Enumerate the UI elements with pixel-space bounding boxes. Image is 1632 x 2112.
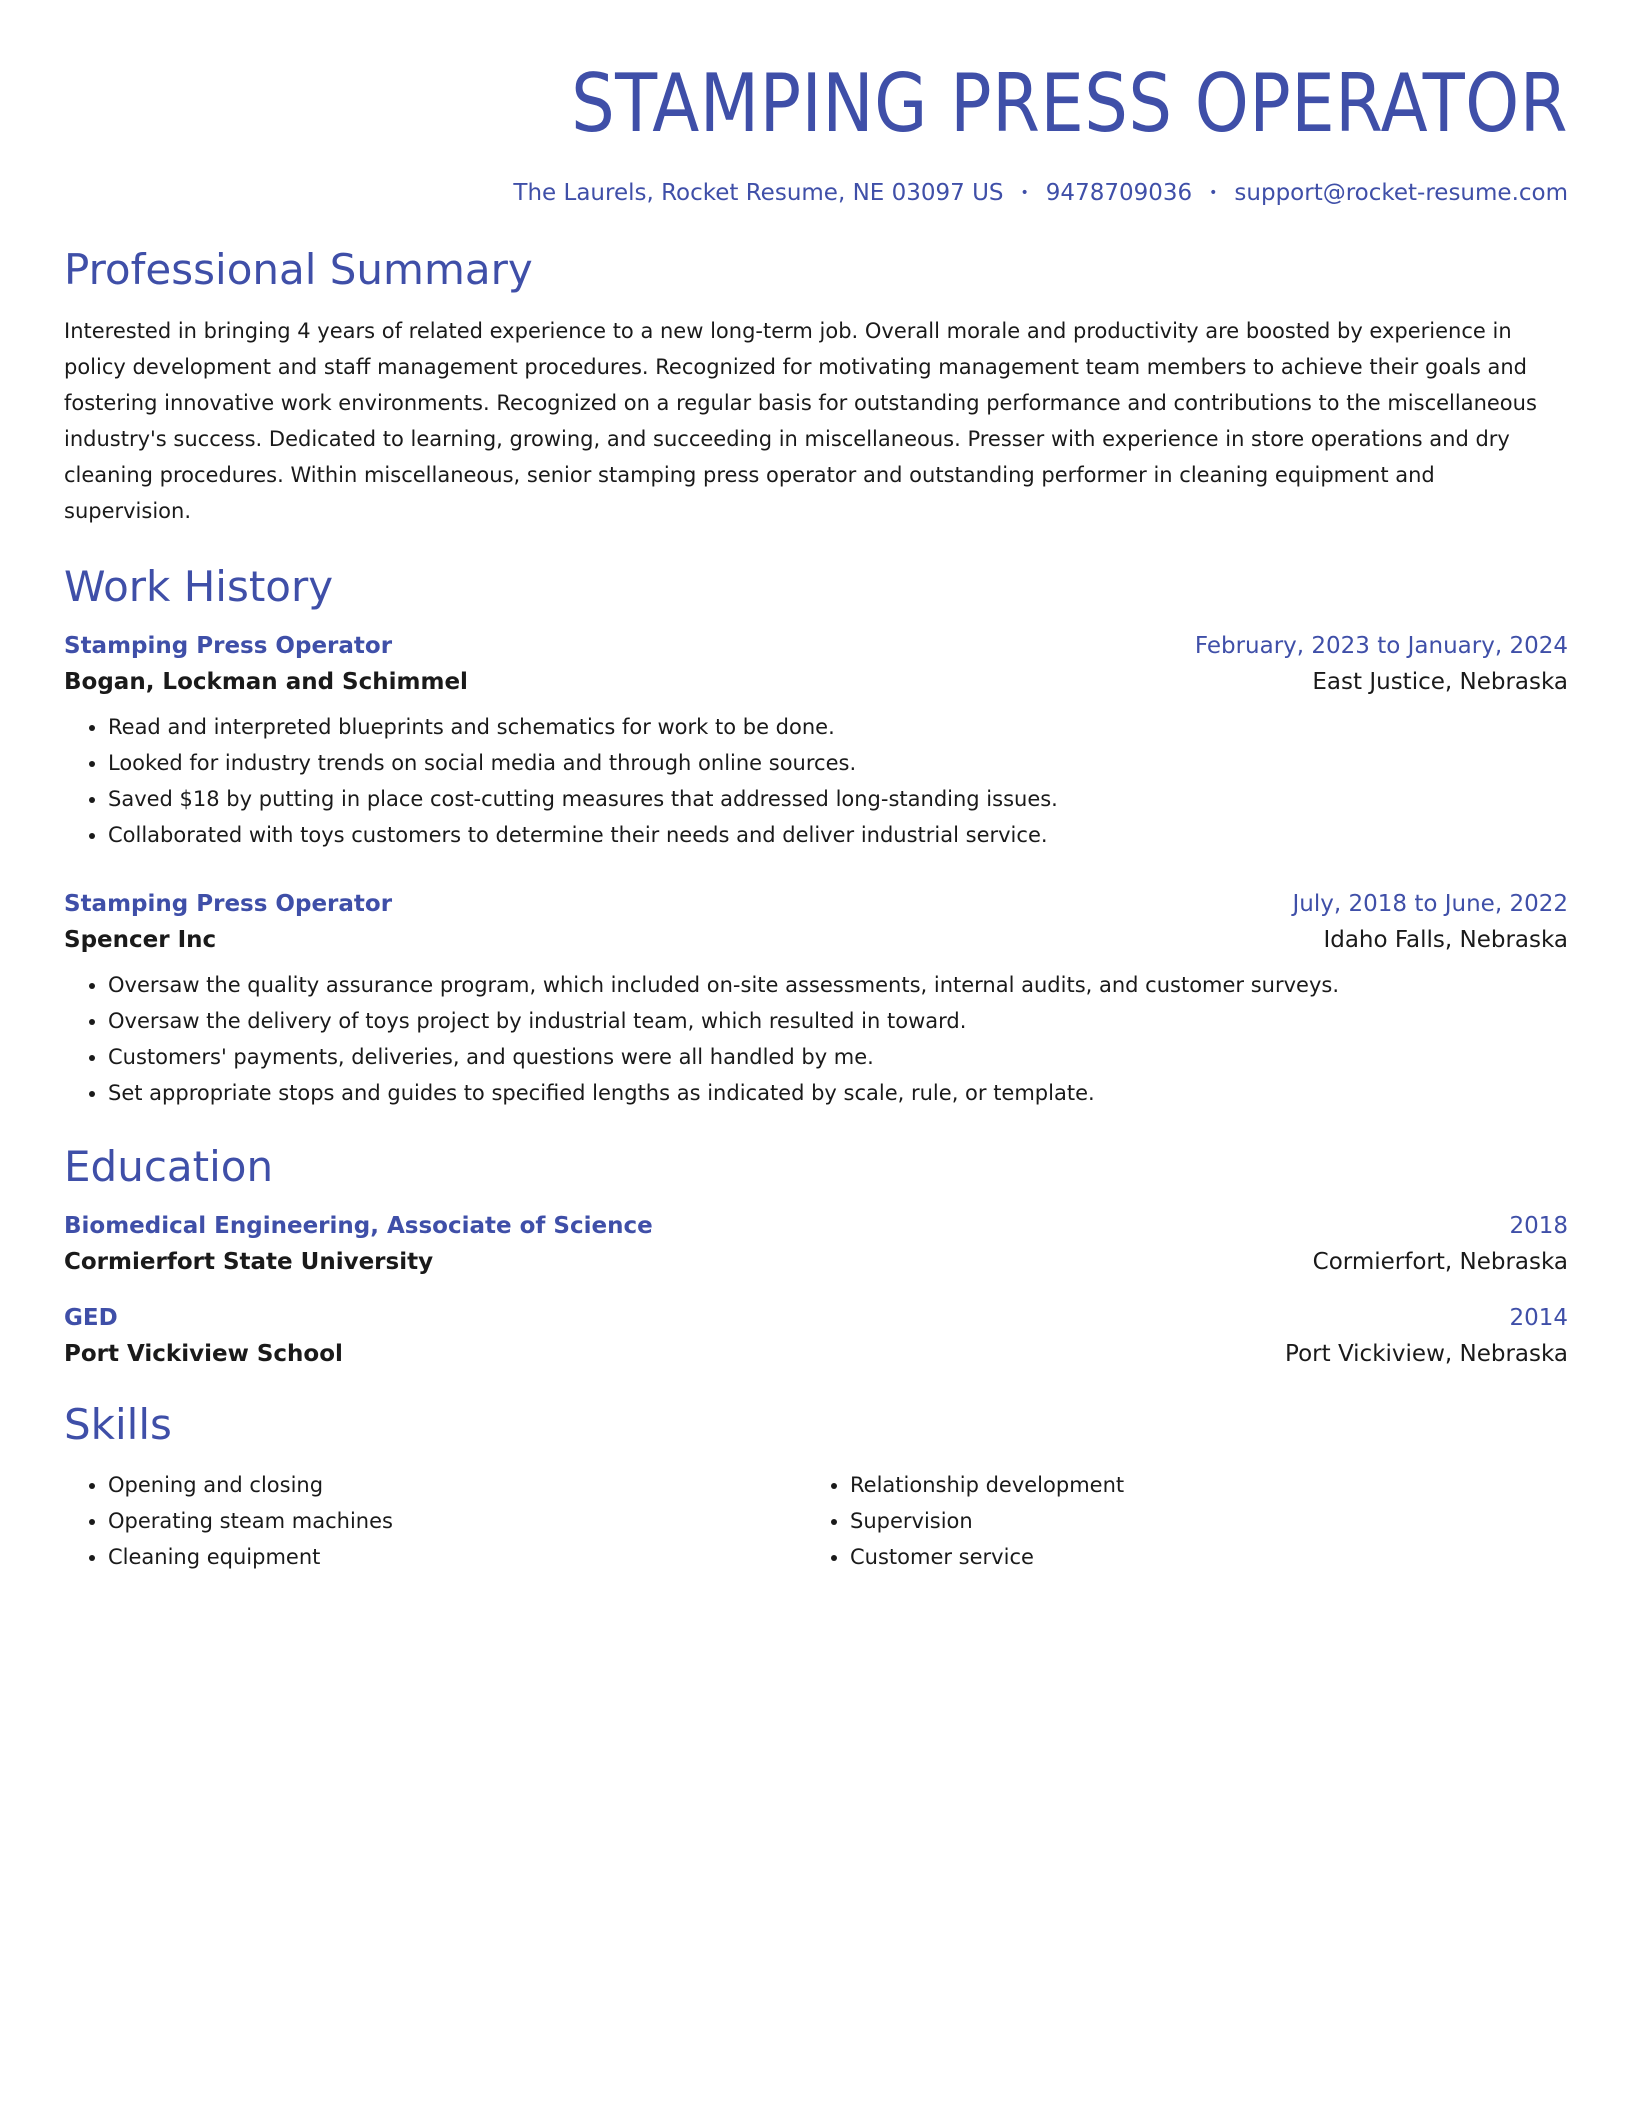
work-entry-header [64, 891, 1568, 917]
list-item: • Read and interpreted blueprints and schematics for work to be done. [108, 709, 1568, 745]
job-location: Idaho Falls, Nebraska [1323, 927, 1568, 953]
list-item: • Opening and closing [108, 1467, 806, 1503]
skills-columns [64, 1467, 1568, 1575]
list-item: • Customers' payments, deliveries, and questions were all handled by me. [108, 1039, 1568, 1075]
school-name: Port Vickiview School [64, 1341, 343, 1367]
list-item: • Oversaw the delivery of toys project by industrial team, which resulted in toward. [108, 1003, 1568, 1039]
work-entry [64, 633, 1568, 853]
list-item: • Supervision [850, 1503, 1548, 1539]
education-entry [64, 1213, 1568, 1275]
education-entry [64, 1305, 1568, 1367]
school-location: Cormierfort, Nebraska [1312, 1249, 1568, 1275]
work-entry [64, 891, 1568, 1111]
contact-address: The Laurels, Rocket Resume, NE 03097 US [513, 180, 1004, 206]
job-dates: February, 2023 to January, 2024 [1194, 633, 1568, 659]
company-name: Spencer Inc [64, 927, 217, 953]
list-item: • Operating steam machines [108, 1503, 806, 1539]
list-item: • Oversaw the quality assurance program, which included on-site assessments, internal audits, and customer surveys. [108, 967, 1568, 1003]
resume-page [64, 50, 1568, 1575]
degree-name: GED [64, 1305, 118, 1331]
skills-list-left [64, 1467, 806, 1575]
graduation-year: 2018 [1509, 1213, 1568, 1239]
bullet-separator-icon: • [1209, 185, 1218, 201]
resume-name: STAMPING PRESS OPERATOR [571, 57, 1568, 150]
skills-list-right [806, 1467, 1548, 1575]
school-location: Port Vickiview, Nebraska [1285, 1341, 1568, 1367]
graduation-year: 2014 [1509, 1305, 1568, 1331]
skills-heading: Skills [64, 1400, 172, 1449]
job-title: Stamping Press Operator [64, 891, 393, 917]
job-duties-list [64, 967, 1568, 1111]
work-entry-subheader [64, 669, 1568, 695]
list-item: • Looked for industry trends on social media and through online sources. [108, 745, 1568, 781]
degree-name: Biomedical Engineering, Associate of Science [64, 1213, 653, 1239]
job-duties-list [64, 709, 1568, 853]
job-dates: July, 2018 to June, 2022 [1292, 891, 1568, 917]
summary-text: Interested in bringing 4 years of related experience to a new long-term job. Overall morale and productivity are boosted by experience in policy development and staff management procedures. Recognized for motivating management team members to achieve their goals and fostering innovative work environments. Recognized on a regular basis for outstanding performance and contributions to the miscellaneous industry's success. Dedicated to learning, growing, and succeeding in miscellaneous. Presser with experience in store operations and dry cleaning procedures. Within miscellaneous, senior stamping press operator and outstanding performer in cleaning equipment and supervision. [64, 319, 1537, 523]
summary-heading: Professional Summary [64, 245, 533, 294]
company-name: Bogan, Lockman and Schimmel [64, 669, 468, 695]
work-history-heading: Work History [64, 562, 334, 611]
list-item: • Set appropriate stops and guides to specified lengths as indicated by scale, rule, or template. [108, 1075, 1568, 1111]
education-entry-header [64, 1305, 1568, 1331]
job-location: East Justice, Nebraska [1312, 669, 1568, 695]
list-item: • Relationship development [850, 1467, 1548, 1503]
job-title: Stamping Press Operator [64, 633, 393, 659]
contact-phone: 9478709036 [1045, 180, 1193, 206]
list-item: • Saved $18 by putting in place cost-cutting measures that addressed long-standing issues. [108, 781, 1568, 817]
list-item: • Customer service [850, 1539, 1548, 1575]
bullet-separator-icon: • [1020, 185, 1029, 201]
contact-line [64, 180, 1568, 206]
education-entry-header [64, 1213, 1568, 1239]
education-entry-subheader [64, 1249, 1568, 1275]
contact-email: support@rocket-resume.com [1234, 180, 1568, 206]
list-item: • Collaborated with toys customers to determine their needs and deliver industrial service. [108, 817, 1568, 853]
school-name: Cormierfort State University [64, 1249, 434, 1275]
work-entry-subheader [64, 927, 1568, 953]
list-item: • Cleaning equipment [108, 1539, 806, 1575]
education-entry-subheader [64, 1341, 1568, 1367]
work-entry-header [64, 633, 1568, 659]
education-heading: Education [64, 1142, 274, 1191]
